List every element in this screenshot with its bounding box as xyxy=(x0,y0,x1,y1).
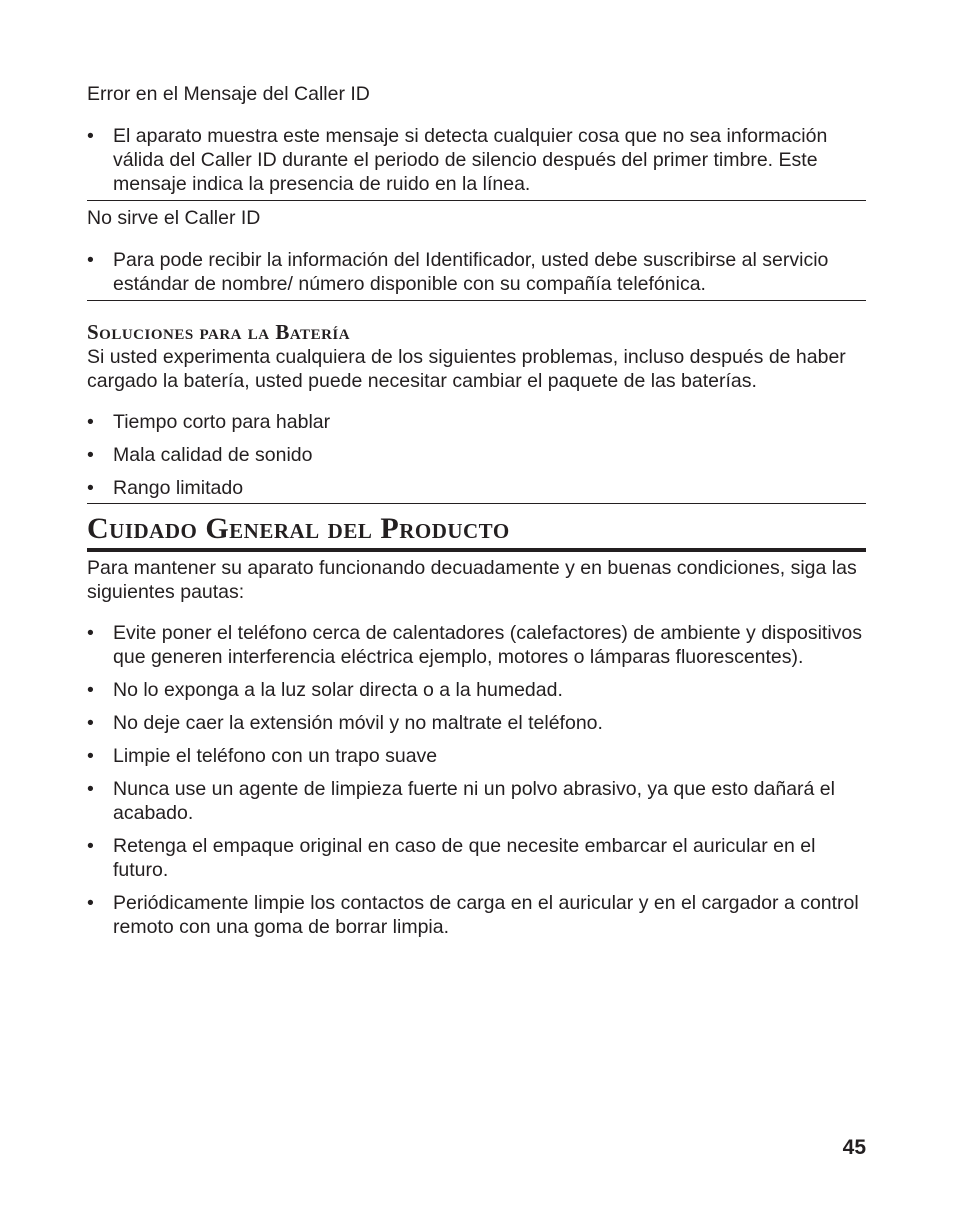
list-item: • Retenga el empaque original en caso de que necesite embarcar el auricular en el futuro. xyxy=(87,834,866,882)
list-item: • Periódicamente limpie los contactos de carga en el auricular y en el cargador a control remoto con una goma de borrar limpia. xyxy=(87,891,866,939)
list-item: • No deje caer la extensión móvil y no maltrate el teléfono. xyxy=(87,711,866,735)
list-item: • Tiempo corto para hablar xyxy=(87,410,866,434)
list-item: • Mala calidad de sonido xyxy=(87,443,866,467)
page-number: 45 xyxy=(842,1136,866,1159)
general-care-intro: Para mantener su aparato funcionando decuadamente y en buenas condiciones, siga las siguientes pautas: xyxy=(87,557,857,603)
list-item: • Para pode recibir la información del Identificador, usted debe suscribirse al servicio estándar de nombre/ número disponible con su compañía telefónica. xyxy=(87,248,866,296)
caller-id-not-working-list xyxy=(87,248,866,296)
list-item: • Nunca use un agente de limpieza fuerte ni un polvo abrasivo, ya que esto dañará el acabado. xyxy=(87,777,866,825)
list-item: • No lo exponga a la luz solar directa o a la humedad. xyxy=(87,678,866,702)
general-care-list xyxy=(87,621,866,939)
list-item: • Limpie el teléfono con un trapo suave xyxy=(87,744,866,768)
caller-id-error-list xyxy=(87,124,866,196)
page-content xyxy=(87,82,866,948)
list-item: • El aparato muestra este mensaje si detecta cualquier cosa que no sea información válida del Caller ID durante el periodo de silencio después del primer timbre. Este mensaje indica la presencia de ruido en la línea. xyxy=(87,124,866,196)
divider xyxy=(87,300,866,301)
section-rule xyxy=(87,548,866,552)
divider xyxy=(87,503,866,504)
battery-heading: Soluciones para la Batería xyxy=(87,320,351,344)
battery-list xyxy=(87,410,866,500)
caller-id-not-working-title: No sirve el Caller ID xyxy=(87,207,261,229)
divider xyxy=(87,200,866,201)
list-item: • Evite poner el teléfono cerca de calentadores (calefactores) de ambiente y dispositivos que generen interferencia eléctrica ejemplo, motores o lámparas fluorescentes). xyxy=(87,621,866,669)
list-item: • Rango limitado xyxy=(87,476,866,500)
battery-intro: Si usted experimenta cualquiera de los siguientes problemas, incluso después de haber cargado la batería, usted puede necesitar cambiar el paquete de las baterías. xyxy=(87,346,846,392)
general-care-heading: Cuidado General del Producto xyxy=(87,512,510,545)
caller-id-error-title: Error en el Mensaje del Caller ID xyxy=(87,83,370,105)
